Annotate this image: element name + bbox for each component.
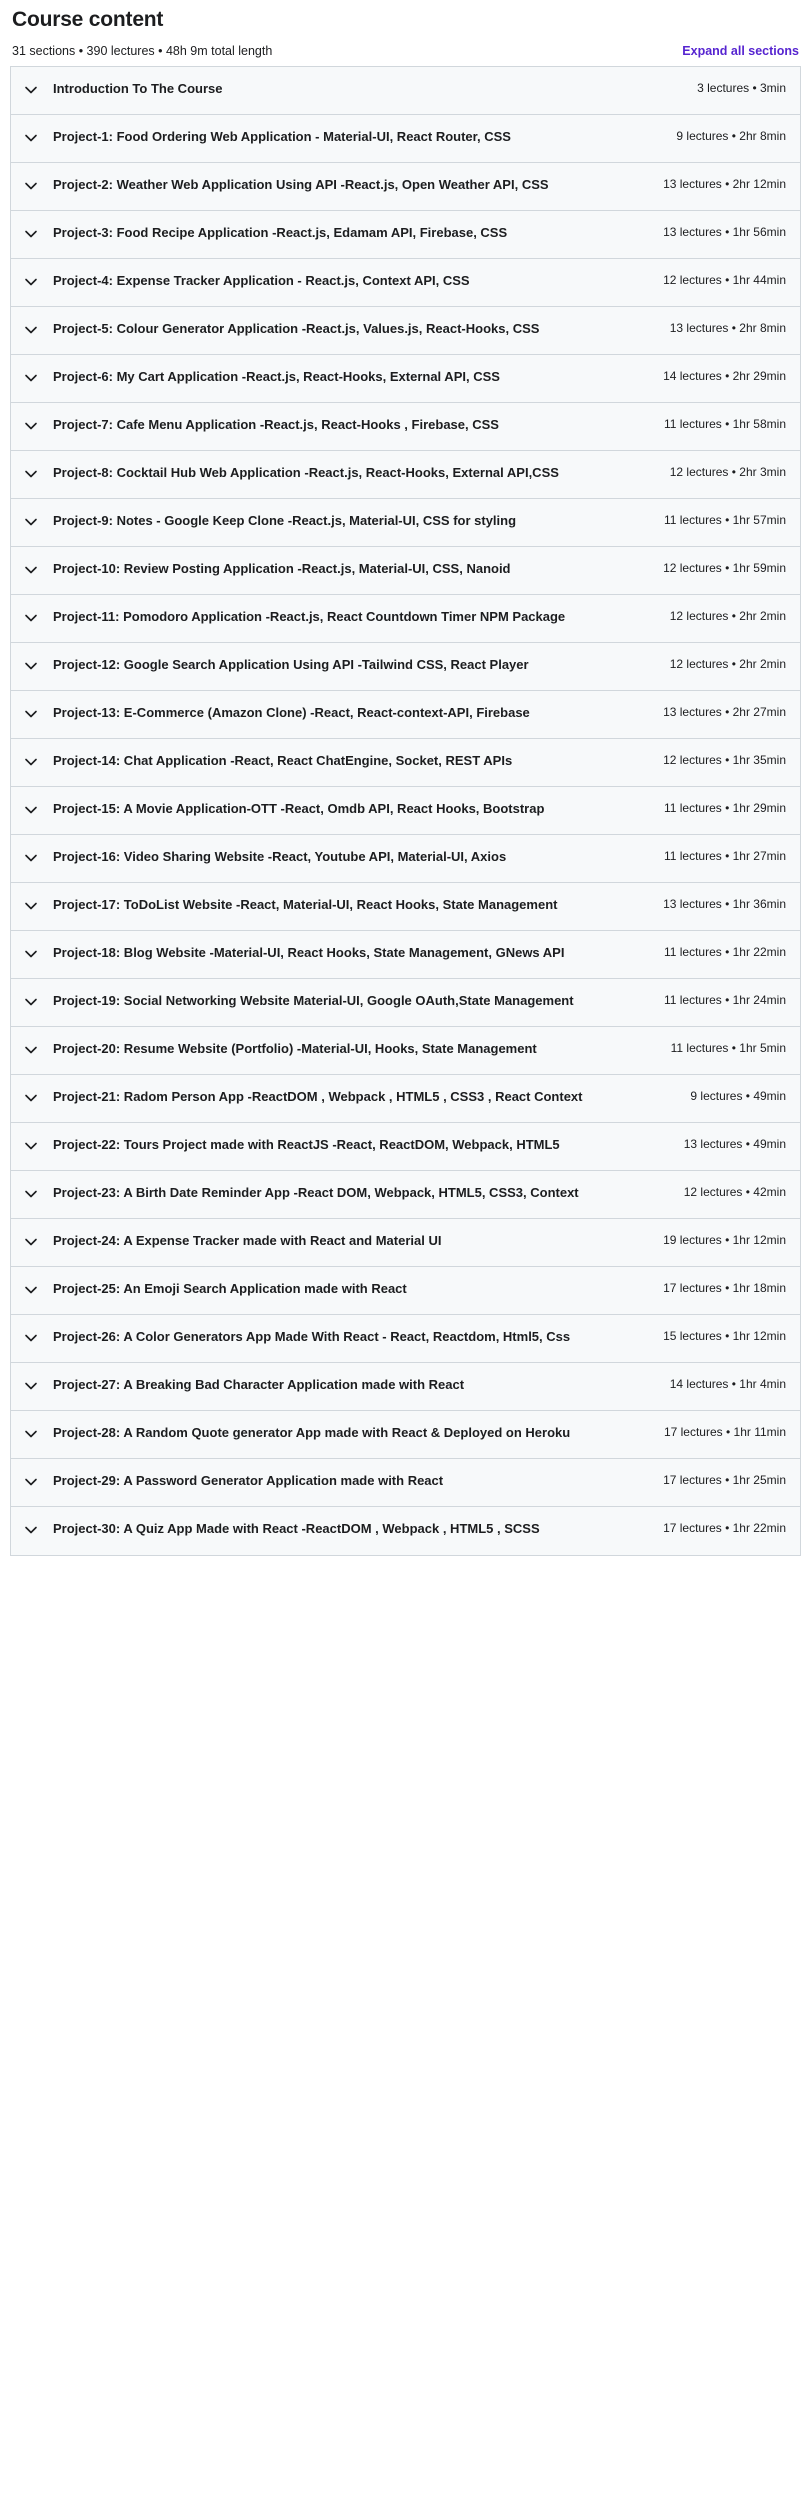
section-meta: 14 lectures • 1hr 4min bbox=[669, 1377, 786, 1391]
section-row-28[interactable] bbox=[11, 1411, 800, 1459]
section-left bbox=[23, 944, 664, 963]
chevron-down-icon[interactable] bbox=[23, 1186, 39, 1202]
section-title: Project-2: Weather Web Application Using API -React.js, Open Weather API, CSS bbox=[53, 177, 549, 192]
section-left bbox=[23, 608, 670, 627]
chevron-down-icon[interactable] bbox=[23, 754, 39, 770]
section-meta: 13 lectures • 1hr 56min bbox=[663, 225, 786, 239]
section-row-0[interactable] bbox=[11, 67, 800, 115]
section-left bbox=[23, 272, 663, 291]
section-left bbox=[23, 464, 670, 483]
section-title: Project-25: An Emoji Search Application made with React bbox=[53, 1281, 407, 1296]
chevron-down-icon[interactable] bbox=[23, 994, 39, 1010]
section-meta: 17 lectures • 1hr 18min bbox=[663, 1281, 786, 1295]
section-left bbox=[23, 848, 664, 867]
section-meta: 17 lectures • 1hr 11min bbox=[663, 1425, 786, 1439]
chevron-down-icon[interactable] bbox=[23, 418, 39, 434]
section-meta: 13 lectures • 2hr 8min bbox=[669, 321, 786, 335]
section-meta: 17 lectures • 1hr 22min bbox=[663, 1521, 786, 1535]
section-title: Project-22: Tours Project made with ReactJS -React, ReactDOM, Webpack, HTML5 bbox=[53, 1137, 560, 1152]
section-title: Project-13: E-Commerce (Amazon Clone) -React, React-context-API, Firebase bbox=[53, 705, 530, 720]
section-meta: 11 lectures • 1hr 27min bbox=[663, 849, 786, 863]
chevron-down-icon[interactable] bbox=[23, 1330, 39, 1346]
section-row-9[interactable] bbox=[11, 499, 800, 547]
section-meta: 9 lectures • 2hr 8min bbox=[676, 129, 786, 143]
section-left bbox=[23, 1232, 663, 1251]
page-title: Course content bbox=[12, 8, 164, 31]
section-left bbox=[23, 896, 663, 915]
section-left bbox=[23, 1136, 684, 1155]
chevron-down-icon[interactable] bbox=[23, 274, 39, 290]
chevron-down-icon[interactable] bbox=[23, 322, 39, 338]
chevron-down-icon[interactable] bbox=[23, 898, 39, 914]
section-left bbox=[23, 1328, 663, 1347]
section-meta: 11 lectures • 1hr 24min bbox=[663, 993, 786, 1007]
section-meta: 12 lectures • 42min bbox=[683, 1185, 786, 1199]
section-title: Project-28: A Random Quote generator App made with React & Deployed on Heroku bbox=[53, 1425, 571, 1440]
chevron-down-icon[interactable] bbox=[23, 1042, 39, 1058]
section-title: Project-16: Video Sharing Website -React, Youtube API, Material-UI, Axios bbox=[53, 849, 507, 864]
section-row-19[interactable] bbox=[11, 979, 800, 1027]
course-meta-row bbox=[10, 44, 801, 66]
chevron-down-icon[interactable] bbox=[23, 562, 39, 578]
section-meta: 17 lectures • 1hr 25min bbox=[663, 1473, 786, 1487]
section-left bbox=[23, 1088, 690, 1107]
section-row-22[interactable] bbox=[11, 1123, 800, 1171]
section-row-17[interactable] bbox=[11, 883, 800, 931]
section-row-13[interactable] bbox=[11, 691, 800, 739]
section-title: Project-1: Food Ordering Web Application - Material-UI, React Router, CSS bbox=[53, 129, 511, 144]
section-left bbox=[23, 800, 664, 819]
section-meta: 13 lectures • 2hr 12min bbox=[663, 177, 786, 191]
section-row-14[interactable] bbox=[11, 739, 800, 787]
chevron-down-icon[interactable] bbox=[23, 370, 39, 386]
section-title: Project-26: A Color Generators App Made With React - React, Reactdom, Html5, Css bbox=[53, 1329, 571, 1344]
section-row-11[interactable] bbox=[11, 595, 800, 643]
section-row-2[interactable] bbox=[11, 163, 800, 211]
section-title: Project-8: Cocktail Hub Web Application -React.js, React-Hooks, External API,CSS bbox=[53, 465, 559, 480]
chevron-down-icon[interactable] bbox=[23, 1474, 39, 1490]
chevron-down-icon[interactable] bbox=[23, 178, 39, 194]
chevron-down-icon[interactable] bbox=[23, 706, 39, 722]
chevron-down-icon[interactable] bbox=[23, 514, 39, 530]
section-row-3[interactable] bbox=[11, 211, 800, 259]
section-title: Project-20: Resume Website (Portfolio) -Material-UI, Hooks, State Management bbox=[53, 1041, 537, 1056]
section-title: Project-19: Social Networking Website Material-UI, Google OAuth,State Management bbox=[53, 993, 574, 1008]
chevron-down-icon[interactable] bbox=[23, 658, 39, 674]
chevron-down-icon[interactable] bbox=[23, 1522, 39, 1538]
section-row-15[interactable] bbox=[11, 787, 800, 835]
section-left bbox=[23, 992, 664, 1011]
section-meta: 15 lectures • 1hr 12min bbox=[663, 1329, 786, 1343]
section-left bbox=[23, 656, 670, 675]
section-row-8[interactable] bbox=[11, 451, 800, 499]
section-title: Project-27: A Breaking Bad Character Application made with React bbox=[53, 1377, 465, 1392]
section-row-6[interactable] bbox=[11, 355, 800, 403]
section-title: Project-12: Google Search Application Using API -Tailwind CSS, React Player bbox=[53, 657, 529, 672]
section-meta: 19 lectures • 1hr 12min bbox=[663, 1233, 786, 1247]
section-meta: 13 lectures • 1hr 36min bbox=[663, 897, 786, 911]
section-meta: 11 lectures • 1hr 58min bbox=[663, 417, 786, 431]
chevron-down-icon[interactable] bbox=[23, 1282, 39, 1298]
section-left bbox=[23, 368, 663, 387]
section-row-29[interactable] bbox=[11, 1459, 800, 1507]
section-left bbox=[23, 1472, 663, 1491]
section-meta: 12 lectures • 2hr 3min bbox=[669, 465, 786, 479]
expand-all-sections-link[interactable]: Expand all sections bbox=[682, 44, 799, 58]
section-left bbox=[23, 80, 697, 99]
chevron-down-icon[interactable] bbox=[23, 1090, 39, 1106]
section-row-21[interactable] bbox=[11, 1075, 800, 1123]
section-row-7[interactable] bbox=[11, 403, 800, 451]
section-title: Project-18: Blog Website -Material-UI, React Hooks, State Management, GNews API bbox=[53, 945, 565, 960]
section-left bbox=[23, 1280, 663, 1299]
section-row-27[interactable] bbox=[11, 1363, 800, 1411]
section-left bbox=[23, 1040, 671, 1059]
section-meta: 11 lectures • 1hr 5min bbox=[670, 1041, 786, 1055]
section-row-1[interactable] bbox=[11, 115, 800, 163]
section-left bbox=[23, 224, 663, 243]
section-title: Project-29: A Password Generator Application made with React bbox=[53, 1473, 444, 1488]
section-meta: 11 lectures • 1hr 57min bbox=[663, 513, 786, 527]
section-meta: 3 lectures • 3min bbox=[697, 81, 786, 95]
section-row-16[interactable] bbox=[11, 835, 800, 883]
section-title: Project-4: Expense Tracker Application - React.js, Context API, CSS bbox=[53, 273, 470, 288]
section-meta: 12 lectures • 2hr 2min bbox=[669, 657, 786, 671]
section-meta: 11 lectures • 1hr 29min bbox=[663, 801, 786, 815]
section-title: Project-9: Notes - Google Keep Clone -React.js, Material-UI, CSS for styling bbox=[53, 513, 517, 528]
section-row-25[interactable] bbox=[11, 1267, 800, 1315]
section-title: Project-6: My Cart Application -React.js, React-Hooks, External API, CSS bbox=[53, 369, 500, 384]
section-left bbox=[23, 560, 663, 579]
section-meta: 12 lectures • 1hr 35min bbox=[663, 753, 786, 767]
section-meta: 13 lectures • 49min bbox=[683, 1137, 786, 1151]
section-left bbox=[23, 1376, 670, 1395]
section-title: Project-10: Review Posting Application -React.js, Material-UI, CSS, Nanoid bbox=[53, 561, 511, 576]
section-title: Project-5: Colour Generator Application -React.js, Values.js, React-Hooks, CSS bbox=[53, 321, 540, 336]
chevron-down-icon[interactable] bbox=[23, 1378, 39, 1394]
section-row-12[interactable] bbox=[11, 643, 800, 691]
section-row-20[interactable] bbox=[11, 1027, 800, 1075]
section-row-18[interactable] bbox=[11, 931, 800, 979]
course-summary: 31 sections • 390 lectures • 48h 9m total length bbox=[12, 44, 273, 58]
chevron-down-icon[interactable] bbox=[23, 82, 39, 98]
chevron-down-icon[interactable] bbox=[23, 946, 39, 962]
section-title: Project-23: A Birth Date Reminder App -React DOM, Webpack, HTML5, CSS3, Context bbox=[53, 1185, 579, 1200]
section-title: Project-21: Radom Person App -ReactDOM , Webpack , HTML5 , CSS3 , React Context bbox=[53, 1089, 583, 1104]
section-meta: 12 lectures • 1hr 44min bbox=[663, 273, 786, 287]
section-meta: 12 lectures • 2hr 2min bbox=[669, 609, 786, 623]
sections-accordion bbox=[10, 66, 801, 1556]
section-row-23[interactable] bbox=[11, 1171, 800, 1219]
section-left bbox=[23, 752, 663, 771]
section-left bbox=[23, 128, 676, 147]
section-title: Project-11: Pomodoro Application -React.js, React Countdown Timer NPM Package bbox=[53, 609, 566, 624]
section-row-10[interactable] bbox=[11, 547, 800, 595]
section-title: Introduction To The Course bbox=[53, 81, 223, 96]
section-left bbox=[23, 1424, 664, 1443]
section-left bbox=[23, 1184, 684, 1203]
section-left bbox=[23, 176, 663, 195]
section-row-30[interactable] bbox=[11, 1507, 800, 1555]
section-left bbox=[23, 512, 664, 531]
section-left bbox=[23, 416, 664, 435]
section-row-26[interactable] bbox=[11, 1315, 800, 1363]
section-title: Project-24: A Expense Tracker made with React and Material UI bbox=[53, 1233, 442, 1248]
chevron-down-icon[interactable] bbox=[23, 1138, 39, 1154]
section-row-4[interactable] bbox=[11, 259, 800, 307]
chevron-down-icon[interactable] bbox=[23, 850, 39, 866]
section-left bbox=[23, 704, 663, 723]
chevron-down-icon[interactable] bbox=[23, 610, 39, 626]
section-left bbox=[23, 320, 670, 339]
section-row-24[interactable] bbox=[11, 1219, 800, 1267]
chevron-down-icon[interactable] bbox=[23, 466, 39, 482]
section-title: Project-17: ToDoList Website -React, Material-UI, React Hooks, State Management bbox=[53, 897, 558, 912]
chevron-down-icon[interactable] bbox=[23, 1234, 39, 1250]
chevron-down-icon[interactable] bbox=[23, 130, 39, 146]
section-title: Project-15: A Movie Application-OTT -React, Omdb API, React Hooks, Bootstrap bbox=[53, 801, 545, 816]
section-title: Project-14: Chat Application -React, React ChatEngine, Socket, REST APIs bbox=[53, 753, 513, 768]
section-meta: 9 lectures • 49min bbox=[690, 1089, 786, 1103]
section-title: Project-3: Food Recipe Application -React.js, Edamam API, Firebase, CSS bbox=[53, 225, 508, 240]
section-meta: 13 lectures • 2hr 27min bbox=[663, 705, 786, 719]
section-meta: 12 lectures • 1hr 59min bbox=[663, 561, 786, 575]
section-title: Project-30: A Quiz App Made with React -ReactDOM , Webpack , HTML5 , SCSS bbox=[53, 1521, 540, 1536]
section-meta: 11 lectures • 1hr 22min bbox=[663, 945, 786, 959]
section-title: Project-7: Cafe Menu Application -React.js, React-Hooks , Firebase, CSS bbox=[53, 417, 499, 432]
chevron-down-icon[interactable] bbox=[23, 1426, 39, 1442]
chevron-down-icon[interactable] bbox=[23, 802, 39, 818]
chevron-down-icon[interactable] bbox=[23, 226, 39, 242]
section-left bbox=[23, 1520, 663, 1539]
section-row-5[interactable] bbox=[11, 307, 800, 355]
section-meta: 14 lectures • 2hr 29min bbox=[663, 369, 786, 383]
